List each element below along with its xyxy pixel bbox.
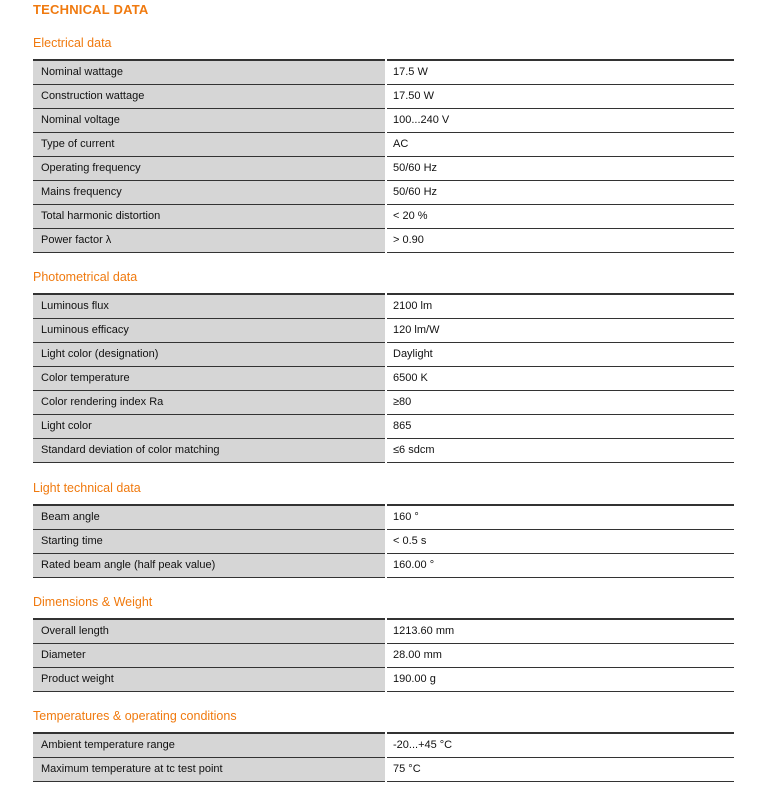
row-label: Construction wattage <box>33 85 386 109</box>
row-label: Total harmonic distortion <box>33 205 386 229</box>
row-label: Color rendering index Ra <box>33 391 386 415</box>
row-label: Maximum temperature at tc test point <box>33 758 386 782</box>
row-label: Starting time <box>33 530 386 554</box>
table-row <box>33 157 734 181</box>
row-label: Ambient temperature range <box>33 733 386 758</box>
table-row <box>33 109 734 133</box>
table-row <box>33 439 734 463</box>
technical-data-title: TECHNICAL DATA <box>33 2 149 17</box>
photometrical-data-table <box>33 293 734 463</box>
table-row <box>33 530 734 554</box>
row-value: Daylight <box>386 343 734 367</box>
row-label: Overall length <box>33 619 386 644</box>
row-value: > 0.90 <box>386 229 734 253</box>
row-value: < 20 % <box>386 205 734 229</box>
table-row <box>33 229 734 253</box>
table-row <box>33 733 734 758</box>
table-row <box>33 644 734 668</box>
row-value: 160.00 ° <box>386 554 734 578</box>
row-label: Type of current <box>33 133 386 157</box>
row-value: 120 lm/W <box>386 319 734 343</box>
table-row <box>33 391 734 415</box>
row-value: AC <box>386 133 734 157</box>
table-row <box>33 133 734 157</box>
row-label: Beam angle <box>33 505 386 530</box>
row-label: Light color (designation) <box>33 343 386 367</box>
section-title-light-technical: Light technical data <box>33 481 141 495</box>
row-label: Rated beam angle (half peak value) <box>33 554 386 578</box>
row-label: Operating frequency <box>33 157 386 181</box>
row-label: Product weight <box>33 668 386 692</box>
table-row <box>33 415 734 439</box>
row-value: ≥80 <box>386 391 734 415</box>
table-row <box>33 668 734 692</box>
electrical-data-table <box>33 59 734 253</box>
temperatures-table <box>33 732 734 782</box>
section-title-electrical: Electrical data <box>33 36 112 50</box>
table-row <box>33 505 734 530</box>
row-label: Color temperature <box>33 367 386 391</box>
row-value: 17.5 W <box>386 60 734 85</box>
table-row <box>33 205 734 229</box>
light-technical-data-table <box>33 504 734 578</box>
row-value: ≤6 sdcm <box>386 439 734 463</box>
row-label: Light color <box>33 415 386 439</box>
table-row <box>33 758 734 782</box>
row-value: 50/60 Hz <box>386 181 734 205</box>
table-row <box>33 60 734 85</box>
table-row <box>33 367 734 391</box>
row-label: Diameter <box>33 644 386 668</box>
row-value: 2100 lm <box>386 294 734 319</box>
section-title-photometrical: Photometrical data <box>33 270 138 284</box>
row-value: 160 ° <box>386 505 734 530</box>
row-value: 17.50 W <box>386 85 734 109</box>
row-value: 100...240 V <box>386 109 734 133</box>
row-label: Luminous efficacy <box>33 319 386 343</box>
table-row <box>33 619 734 644</box>
table-row <box>33 554 734 578</box>
row-label: Nominal wattage <box>33 60 386 85</box>
table-row <box>33 294 734 319</box>
row-value: -20...+45 °C <box>386 733 734 758</box>
row-label: Power factor λ <box>33 229 386 253</box>
row-label: Luminous flux <box>33 294 386 319</box>
row-value: 28.00 mm <box>386 644 734 668</box>
dimensions-weight-table <box>33 618 734 692</box>
table-row <box>33 181 734 205</box>
row-value: 75 °C <box>386 758 734 782</box>
table-row <box>33 319 734 343</box>
row-label: Standard deviation of color matching <box>33 439 386 463</box>
section-title-temperatures: Temperatures & operating conditions <box>33 709 237 723</box>
row-value: 1213.60 mm <box>386 619 734 644</box>
row-value: 6500 K <box>386 367 734 391</box>
row-value: 865 <box>386 415 734 439</box>
row-label: Mains frequency <box>33 181 386 205</box>
row-value: 50/60 Hz <box>386 157 734 181</box>
section-title-dimensions-weight: Dimensions & Weight <box>33 595 153 609</box>
row-value: < 0.5 s <box>386 530 734 554</box>
row-value: 190.00 g <box>386 668 734 692</box>
row-label: Nominal voltage <box>33 109 386 133</box>
table-row <box>33 343 734 367</box>
table-row <box>33 85 734 109</box>
